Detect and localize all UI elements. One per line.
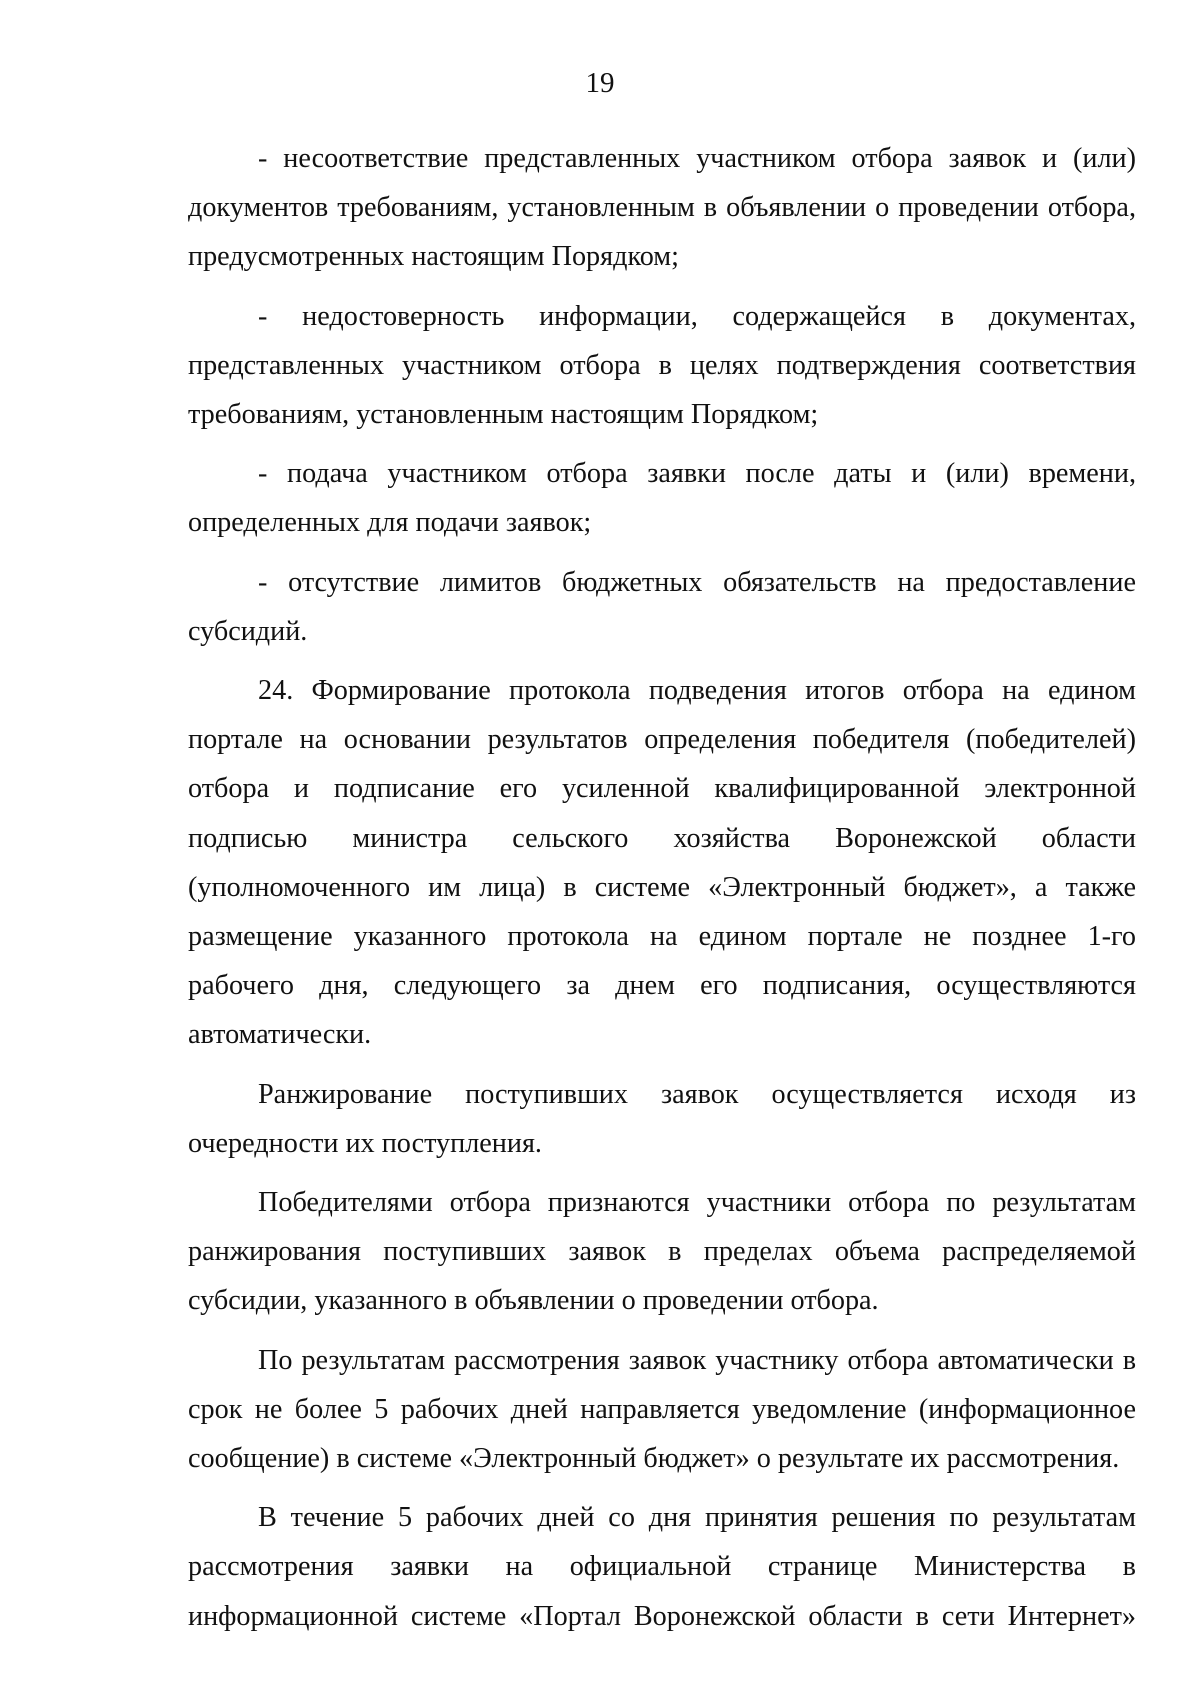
paragraph-ranking: Ранжирование поступивших заявок осуществляется исходя из очередности их поступления.: [188, 1078, 1136, 1159]
paragraph-unreliability: - недостоверность информации, содержащейся в документах, представленных участником отбора в целях подтверждения соответствия требованиям, установленным настоящим Порядком;: [188, 300, 1136, 431]
paragraph-24-protocol: 24. Формирование протокола подведения итогов отбора на едином портале на основании результатов определения победителя (победителей) отбора и подписание его усиленной квалифицированной электронной подписью министра сельского хозяйства Воронежской области (уполномоченного им лица) в системе «Электронный бюджет», а также размещение указанного протокола на едином портале не позднее 1-го рабочего дня, следующего за днем его подписания, осуществляются автоматически.: [188, 675, 1136, 1051]
paragraph-winners: Победителями отбора признаются участники отбора по результатам ранжирования поступивших заявок в пределах объема распределяемой субсидии, указанного в объявлении о проведении отбора.: [188, 1187, 1136, 1317]
page-number: 19: [585, 67, 615, 99]
paragraph-publication: В течение 5 рабочих дней со дня принятия решения по результатам рассмотрения заявки на официальной странице Министерства в информационной системе «Портал Воронежской области в сети Интернет»: [188, 1502, 1136, 1632]
paragraph-no-limits: - отсутствие лимитов бюджетных обязательств на предоставление субсидий.: [188, 566, 1136, 647]
paragraph-late-submission: - подача участником отбора заявки после даты и (или) времени, определенных для подачи заявок;: [188, 458, 1136, 539]
paragraph-inconsistency: - несоответствие представленных участником отбора заявок и (или) документов требованиям, установленным в объявлении о проведении отбора, предусмотренных настоящим Порядком;: [188, 143, 1136, 273]
paragraph-notification: По результатам рассмотрения заявок участнику отбора автоматически в срок не более 5 рабочих дней направляется уведомление (информационное сообщение) в системе «Электронный бюджет» о результате их рассмотрения.: [188, 1344, 1136, 1475]
document-body: [188, 134, 1136, 1641]
